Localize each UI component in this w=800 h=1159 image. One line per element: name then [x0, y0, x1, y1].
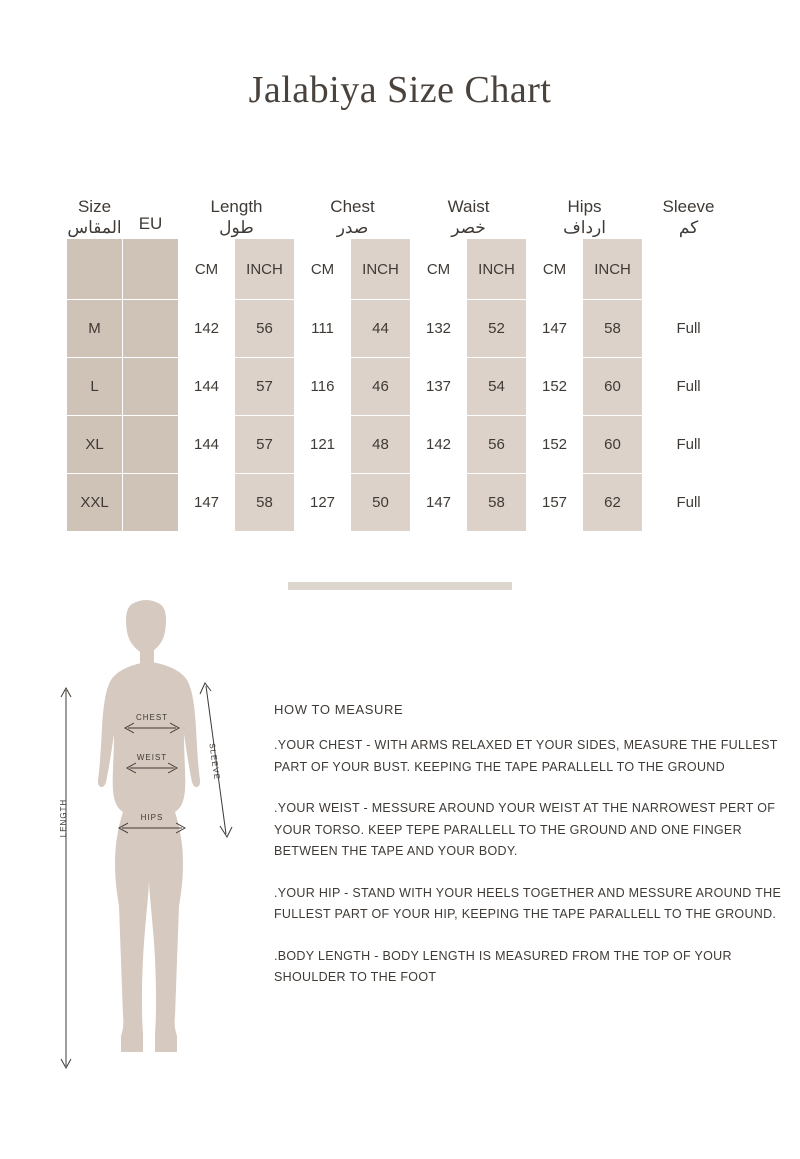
size-chart-page — [0, 68, 800, 1159]
cell-chest-cm: 127 — [295, 474, 351, 532]
cell-length-cm: 142 — [179, 300, 235, 358]
header-length-label: Length — [210, 197, 263, 216]
cell-waist-cm: 147 — [411, 474, 467, 532]
header-hips-label: Hips — [567, 197, 602, 216]
cell-length-cm: 147 — [179, 474, 235, 532]
unit-cell-size — [67, 239, 123, 300]
table-unit-row — [67, 239, 735, 300]
how-to-measure-item-chest: .YOUR CHEST - WITH ARMS RELAXED ET YOUR SIDES, MEASURE THE FULLEST PART OF YOUR BUST. KEEPING THE TAPE PARALLELL TO THE GROUND — [274, 738, 778, 774]
unit-cell-length-cm: CM — [179, 239, 235, 300]
header-waist-label-ar: خصر — [451, 217, 486, 237]
header-eu — [123, 197, 179, 239]
unit-cell-waist-cm: CM — [411, 239, 467, 300]
how-to-measure-item-waist: .YOUR WEIST - MESSURE AROUND YOUR WEIST AT THE NARROWEST PERT OF YOUR TORSO. KEEP TEPE PARALLELL TO THE GROUND AND ONE FINGER BETWEEN THE TAPE AND YOUR BODY. — [274, 801, 776, 858]
table-row — [67, 416, 735, 474]
cell-eu — [123, 300, 179, 358]
cell-chest-cm: 111 — [295, 300, 351, 358]
cell-chest-inch: 46 — [351, 358, 411, 416]
cell-chest-cm: 121 — [295, 416, 351, 474]
measurement-figure — [44, 596, 284, 1096]
how-to-measure-heading: HOW TO MEASURE — [274, 702, 404, 717]
cell-eu — [123, 358, 179, 416]
cell-sleeve: Full — [643, 416, 735, 474]
cell-hips-cm: 157 — [527, 474, 583, 532]
unit-cell-sleeve — [643, 239, 735, 300]
unit-cell-chest-inch: INCH — [351, 239, 411, 300]
cell-hips-inch: 58 — [583, 300, 643, 358]
header-hips — [527, 197, 643, 239]
cell-chest-inch: 48 — [351, 416, 411, 474]
header-chest — [295, 197, 411, 239]
header-size-label-ar: المقاس — [67, 217, 122, 237]
table-group-header-row — [67, 197, 735, 239]
cell-size: XXL — [67, 474, 123, 532]
how-to-measure-item-body-length: .BODY LENGTH - BODY LENGTH IS MEASURED FROM THE TOP OF YOUR SHOULDER TO THE FOOT — [274, 948, 732, 984]
table-row — [67, 300, 735, 358]
unit-cell-hips-inch: INCH — [583, 239, 643, 300]
header-sleeve — [643, 197, 735, 239]
cell-length-cm: 144 — [179, 416, 235, 474]
how-to-measure-item-hip: .YOUR HIP - STAND WITH YOUR HEELS TOGETHER AND MESSURE AROUND THE FULLEST PART OF YOUR HIP, KEEPING THE TAPE PARALLELL TO THE GROUND. — [274, 885, 782, 921]
cell-sleeve: Full — [643, 300, 735, 358]
header-chest-label: Chest — [330, 197, 375, 216]
how-to-measure-section — [274, 702, 788, 1009]
cell-waist-cm: 142 — [411, 416, 467, 474]
unit-cell-hips-cm: CM — [527, 239, 583, 300]
cell-size: M — [67, 300, 123, 358]
cell-hips-cm: 152 — [527, 358, 583, 416]
sleeve-label: SLEEVE — [207, 742, 222, 781]
female-body-silhouette-icon — [98, 600, 200, 1052]
cell-eu — [123, 416, 179, 474]
cell-waist-inch: 52 — [467, 300, 527, 358]
cell-length-inch: 57 — [235, 358, 295, 416]
hips-label: HIPS — [140, 813, 164, 822]
unit-cell-eu — [123, 239, 179, 300]
header-sleeve-label: Sleeve — [662, 197, 715, 216]
cell-length-inch: 57 — [235, 416, 295, 474]
header-chest-label-ar: صدر — [336, 217, 369, 237]
header-eu-label: EU — [138, 213, 163, 233]
header-size-label: Size — [77, 197, 112, 216]
cell-eu — [123, 474, 179, 532]
header-length — [179, 197, 295, 239]
table-row — [67, 474, 735, 532]
length-measure-arrow-icon — [61, 688, 71, 1068]
cell-size: L — [67, 358, 123, 416]
cell-length-cm: 144 — [179, 358, 235, 416]
length-label: LENGTH — [59, 798, 68, 838]
cell-chest-inch: 44 — [351, 300, 411, 358]
cell-waist-inch: 54 — [467, 358, 527, 416]
header-hips-label-ar: ارداف — [563, 217, 606, 237]
body-diagram — [44, 596, 284, 1096]
cell-length-inch: 56 — [235, 300, 295, 358]
header-size — [67, 197, 123, 239]
cell-chest-inch: 50 — [351, 474, 411, 532]
page-title: Jalabiya Size Chart — [248, 69, 552, 111]
cell-waist-cm: 137 — [411, 358, 467, 416]
cell-size: XL — [67, 416, 123, 474]
cell-sleeve: Full — [643, 358, 735, 416]
cell-chest-cm: 116 — [295, 358, 351, 416]
cell-waist-cm: 132 — [411, 300, 467, 358]
size-chart-table — [66, 196, 735, 532]
header-waist-label: Waist — [447, 197, 490, 216]
unit-cell-length-inch: INCH — [235, 239, 295, 300]
cell-hips-inch: 62 — [583, 474, 643, 532]
cell-length-inch: 58 — [235, 474, 295, 532]
cell-hips-inch: 60 — [583, 358, 643, 416]
chest-label: CHEST — [135, 713, 169, 722]
cell-sleeve: Full — [643, 474, 735, 532]
cell-hips-cm: 147 — [527, 300, 583, 358]
unit-cell-waist-inch: INCH — [467, 239, 527, 300]
table-row — [67, 358, 735, 416]
header-sleeve-label-ar: كم — [678, 217, 699, 237]
cell-waist-inch: 58 — [467, 474, 527, 532]
section-divider — [288, 582, 512, 590]
cell-hips-inch: 60 — [583, 416, 643, 474]
header-length-label-ar: طول — [219, 217, 254, 237]
cell-hips-cm: 152 — [527, 416, 583, 474]
waist-label: WEIST — [136, 753, 168, 762]
header-waist — [411, 197, 527, 239]
unit-cell-chest-cm: CM — [295, 239, 351, 300]
size-chart-table-wrapper — [66, 196, 734, 532]
cell-waist-inch: 56 — [467, 416, 527, 474]
